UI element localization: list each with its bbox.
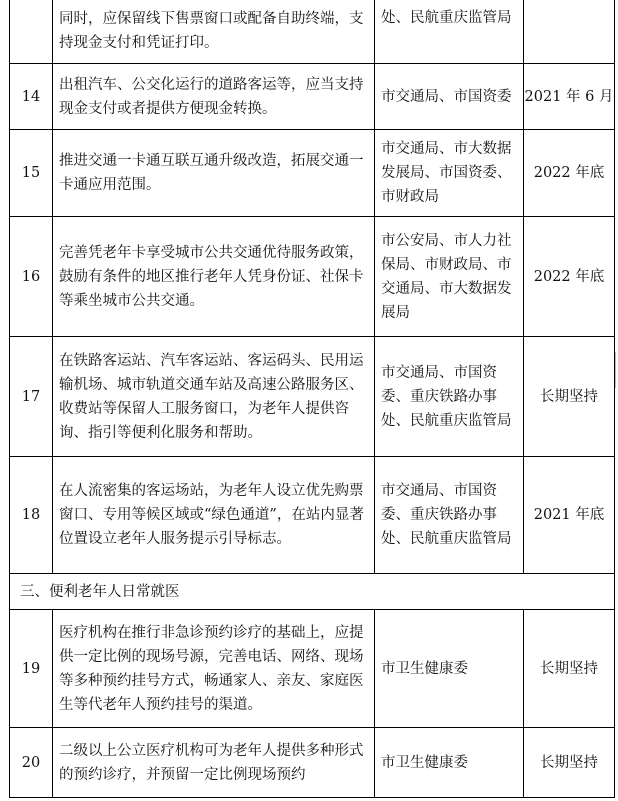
responsible-unit: 市交通局、市国资委 [375, 64, 524, 130]
table-row [10, 457, 615, 574]
table-row [10, 217, 615, 337]
responsible-unit: 市卫生健康委 [375, 610, 524, 728]
table-row [10, 0, 615, 64]
row-number: 17 [10, 337, 53, 457]
task-content: 推进交通一卡通互联互通升级改造，拓展交通一卡通应用范围。 [53, 130, 375, 217]
deadline: 长期坚持 [524, 728, 615, 798]
deadline [524, 0, 615, 64]
row-number: 15 [10, 130, 53, 217]
responsible-unit: 市交通局、市国资委、重庆铁路办事处、民航重庆监管局 [375, 457, 524, 574]
deadline: 2022 年底 [524, 130, 615, 217]
task-content: 同时，应保留线下售票窗口或配备自助终端，支持现金支付和凭证打印。 [53, 0, 375, 64]
section-title: 三、便利老年人日常就医 [10, 574, 615, 610]
responsible-unit: 市公安局、市人力社保局、市财政局、市交通局、市大数据发展局 [375, 217, 524, 337]
row-number: 14 [10, 64, 53, 130]
deadline: 2021 年 6 月 [524, 64, 615, 130]
deadline: 2022 年底 [524, 217, 615, 337]
deadline: 长期坚持 [524, 610, 615, 728]
task-content: 完善凭老年卡享受城市公共交通优待服务政策，鼓励有条件的地区推行老年人凭身份证、社保卡等乘坐城市公共交通。 [53, 217, 375, 337]
table-row [10, 610, 615, 728]
table-row [10, 130, 615, 217]
table-row [10, 728, 615, 798]
responsible-unit: 处、民航重庆监管局 [375, 0, 524, 64]
deadline: 长期坚持 [524, 337, 615, 457]
task-content: 出租汽车、公交化运行的道路客运等，应当支持现金支付或者提供方便现金转换。 [53, 64, 375, 130]
task-content: 在铁路客运站、汽车客运站、客运码头、民用运输机场、城市轨道交通车站及高速公路服务区、收费站等保留人工服务窗口，为老年人提供咨询、指引等便利化服务和帮助。 [53, 337, 375, 457]
responsible-unit: 市卫生健康委 [375, 728, 524, 798]
responsible-unit: 市交通局、市国资委、重庆铁路办事处、民航重庆监管局 [375, 337, 524, 457]
task-content: 医疗机构在推行非急诊预约诊疗的基础上，应提供一定比例的现场号源，完善电话、网络、现场等多种预约挂号方式，畅通家人、亲友、家庭医生等代老年人预约挂号的渠道。 [53, 610, 375, 728]
row-number: 19 [10, 610, 53, 728]
row-number: 18 [10, 457, 53, 574]
row-number: 20 [10, 728, 53, 798]
section-header-row [10, 574, 615, 610]
responsible-unit: 市交通局、市大数据发展局、市国资委、市财政局 [375, 130, 524, 217]
table-row [10, 337, 615, 457]
table-row [10, 64, 615, 130]
row-number: 16 [10, 217, 53, 337]
task-content: 二级以上公立医疗机构可为老年人提供多种形式的预约诊疗，并预留一定比例现场预约 [53, 728, 375, 798]
task-content: 在人流密集的客运场站，为老年人设立优先购票窗口、专用等候区域或“绿色通道”，在站内显著位置设立老年人服务提示引导标志。 [53, 457, 375, 574]
deadline: 2021 年底 [524, 457, 615, 574]
policy-table [9, 0, 615, 798]
row-number [10, 0, 53, 64]
